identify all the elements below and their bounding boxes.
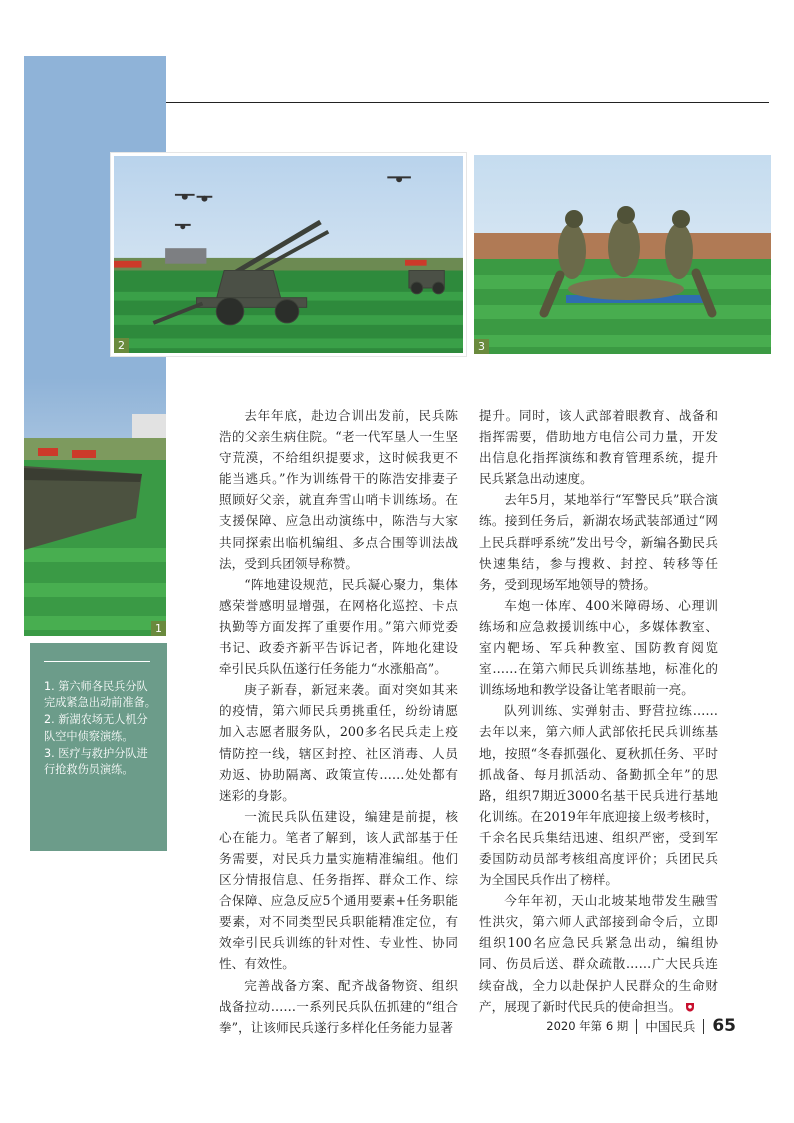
article-column-right bbox=[479, 405, 718, 1017]
article-paragraph: 庚子新春，新冠来袭。面对突如其来的疫情，第六师民兵勇挑重任，纷纷请愿加入志愿者服务队，200多名民兵走上疫情防控一线，辖区封控、社区消毒、人员劝返、协助隔离、政策宣传……处处都有迷彩的身影。 bbox=[219, 682, 458, 803]
caption-1: 1. 第六师各民兵分队完成紧急出动前准备。 bbox=[44, 680, 156, 710]
page-footer bbox=[546, 1016, 736, 1036]
photo-number-tag: 3 bbox=[474, 339, 489, 354]
caption-2: 2. 新湖农场无人机分队空中侦察演练。 bbox=[44, 713, 148, 743]
article-paragraph-last bbox=[479, 890, 718, 1017]
article-column-left bbox=[219, 405, 458, 1038]
magazine-name: 中国民兵 bbox=[645, 1019, 696, 1034]
article-paragraph: 队列训练、实弹射击、野营拉练……去年以来，第六师人武部依托民兵训练基地，按照“冬春抓强化、夏秋抓任务、平时抓战备、每月抓活动、备勤抓全年”的思路，组织7期近3000名基干民兵进行基地化训练。在2019年年底迎接上级考核时，千余名民兵集结迅速、组织严密，受到军委国防动员部考核组高度评价；兵团民兵为全国民兵作出了榜样。 bbox=[479, 703, 718, 888]
footer-divider bbox=[703, 1019, 704, 1034]
article-paragraph: “阵地建设规范，民兵凝心聚力，集体感荣誉感明显增强，在网格化巡控、卡点执勤等方面发挥了重要作用。”第六师党委书记、政委齐新平告诉记者，阵地化建设牵引民兵队伍遂行任务能力“水涨船高”。 bbox=[219, 576, 458, 677]
photo-medical-rescue bbox=[474, 155, 771, 354]
photo-militia-formation bbox=[24, 378, 166, 636]
issue-label: 2020 年第 6 期 bbox=[546, 1019, 629, 1033]
article-paragraph: 车炮一体库、400米障碍场、心理训练场和应急救援训练中心，多媒体教室、室内靶场、军兵种教室、国防教育阅览室……在第六师民兵训练基地，标准化的训练场地和教学设备让笔者眼前一亮。 bbox=[479, 597, 718, 698]
photo-number-tag: 1 bbox=[151, 621, 166, 636]
article-paragraph: 完善战备方案、配齐战备物资、组织战备拉动……一系列民兵队伍抓建的“组合拳”，让该师民兵遂行多样化任务能力显著 bbox=[219, 977, 458, 1035]
article-paragraph: 一流民兵队伍建设，编建是前提，核心在能力。笔者了解到，该人武部基于任务需要，对民兵力量实施精准编组。他们区分情报信息、任务指挥、群众工作、综合保障、应急反应5个通用要素+任务职能要素，对不同类型民兵职能精准定位，有效牵引民兵训练的针对性、专业性、协同性、有效性。 bbox=[219, 808, 458, 972]
article-last-text: 今年年初，天山北坡某地带发生融雪性洪灾，第六师人武部接到命令后，立即组织100名应急民兵紧急出动，编组协同、伤员后送、群众疏散……广大民兵连续奋战，全力以赴保护人民群众的生命财产，展现了新时代民兵的使命担当。 bbox=[479, 893, 718, 1014]
photo-militia-formation-image bbox=[24, 378, 166, 636]
footer-divider bbox=[636, 1019, 637, 1034]
photo-drone-recon-image bbox=[114, 156, 463, 353]
article-paragraph: 去年5月，某地举行“军警民兵”联合演练。接到任务后，新湖农场武装部通过“网上民兵群呼系统”发出号令，新编各勤民兵快速集结，参与搜救、封控、转移等任务，受到现场军地领导的赞扬。 bbox=[479, 492, 718, 592]
photo-drone-recon bbox=[111, 153, 466, 356]
header-rule bbox=[166, 102, 769, 103]
photo-number-tag: 2 bbox=[114, 338, 129, 353]
article-paragraph-continued: 提升。同时，该人武部着眼教育、战备和指挥需要，借助地方电信公司力量，开发出信息化指挥演练和教育管理系统，提升民兵紧急出动速度。 bbox=[479, 408, 718, 487]
photo-medical-rescue-image bbox=[474, 155, 771, 354]
caption-3: 3. 医疗与救护分队进行抢救伤员演练。 bbox=[44, 746, 148, 777]
page-number: 65 bbox=[712, 1016, 736, 1036]
photo-captions-box bbox=[30, 643, 167, 851]
end-of-article-icon bbox=[685, 1002, 695, 1012]
article-paragraph: 去年年底，赴边合训出发前，民兵陈浩的父亲生病住院。“老一代军垦人一生坚守荒漠，不给组织提要求，这时候我更不能当逃兵。”作为训练骨干的陈浩安排妻子照顾好父亲，就直奔雪山哨卡训练场。在支援保障、应急出动演练中，陈浩与大家共同探索出临机编组、多点合围等训法战法，受到兵团领导称赞。 bbox=[219, 408, 458, 571]
caption-rule bbox=[44, 661, 150, 662]
